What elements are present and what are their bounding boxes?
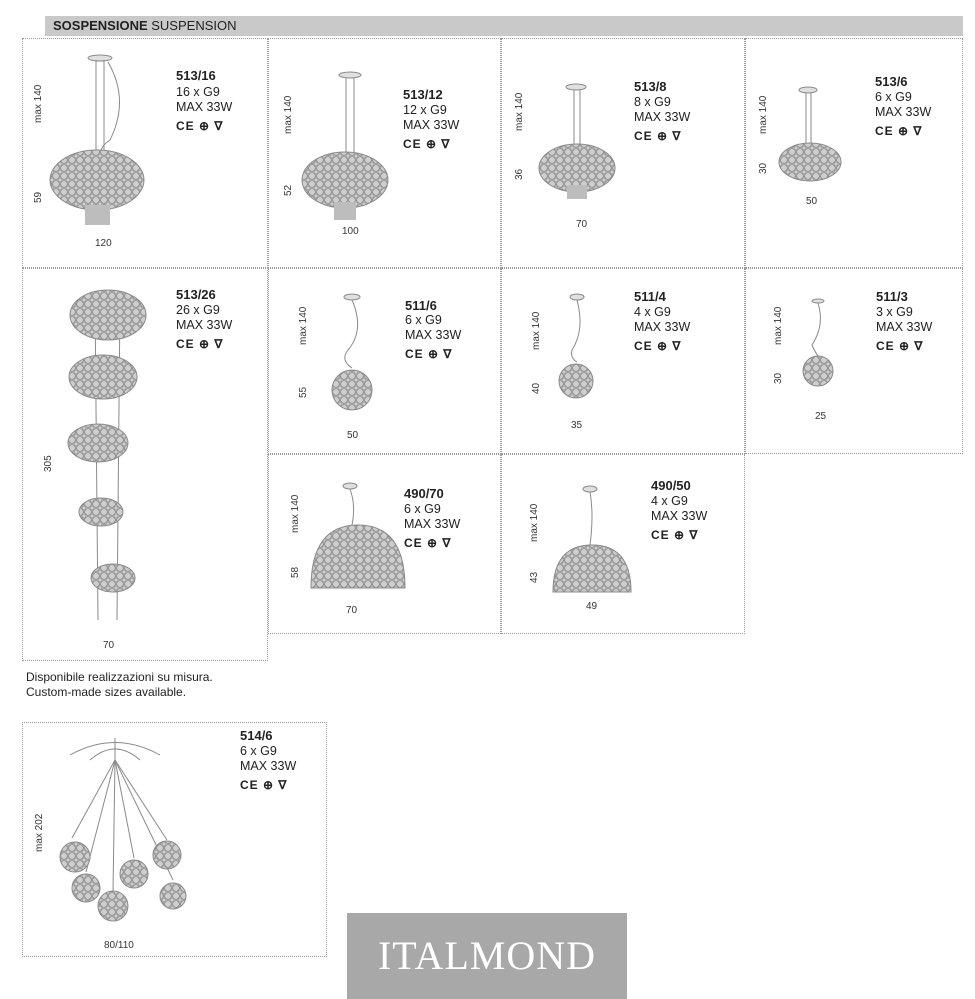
product-bulbs: 3 x G9 [876, 305, 913, 319]
width-dimension: 70 [576, 219, 588, 230]
product-code: 511/3 [876, 289, 908, 304]
max-height-dimension: max 140 [290, 494, 301, 533]
header-title-en: SUSPENSION [147, 18, 237, 33]
product-code: 514/6 [240, 728, 273, 743]
certification-icons: CE ⊕ ∇ [651, 528, 699, 542]
product-bulbs: 6 x G9 [875, 90, 912, 104]
width-dimension: 35 [571, 420, 583, 431]
certification-icons: CE ⊕ ∇ [404, 536, 452, 550]
certification-icons: CE ⊕ ∇ [240, 778, 288, 792]
product-bulbs: 26 x G9 [176, 303, 220, 317]
max-height-dimension: max 140 [33, 84, 44, 123]
product-power: MAX 33W [176, 100, 233, 114]
product-bulbs: 4 x G9 [651, 494, 688, 508]
certification-icons: CE ⊕ ∇ [176, 337, 224, 351]
product-code: 511/6 [405, 298, 437, 313]
product-power: MAX 33W [875, 105, 932, 119]
product-code: 513/6 [875, 74, 908, 89]
product-power: MAX 33W [634, 110, 691, 124]
product-power: MAX 33W [876, 320, 933, 334]
certification-icons: CE ⊕ ∇ [876, 339, 924, 353]
product-code: 511/4 [634, 289, 666, 304]
height-dimension: 43 [529, 571, 540, 583]
certification-icons: CE ⊕ ∇ [875, 124, 923, 138]
product-bulbs: 8 x G9 [634, 95, 671, 109]
product-bulbs: 4 x G9 [634, 305, 671, 319]
width-dimension: 49 [586, 601, 598, 612]
product-code: 490/50 [651, 478, 691, 493]
max-height-dimension: max 202 [34, 813, 45, 852]
product-bulbs: 6 x G9 [405, 313, 442, 327]
product-code: 513/12 [403, 87, 443, 102]
max-height-dimension: max 140 [514, 92, 525, 131]
product-power: MAX 33W [634, 320, 691, 334]
note-italian: Disponibile realizzazioni su misura. [26, 670, 213, 684]
product-code: 513/16 [176, 68, 216, 83]
custom-sizes-note [26, 670, 213, 700]
product-power: MAX 33W [403, 118, 460, 132]
brand-logo: ITALMOND [347, 913, 627, 999]
width-dimension: 120 [95, 238, 112, 249]
height-dimension: 55 [298, 386, 309, 398]
product-bulbs: 16 x G9 [176, 85, 220, 99]
header-title-it: SOSPENSIONE [53, 18, 148, 33]
width-dimension: 70 [346, 605, 358, 616]
product-power: MAX 33W [405, 328, 462, 342]
product-power: MAX 33W [651, 509, 708, 523]
max-height-dimension: max 140 [773, 306, 784, 345]
height-dimension: 58 [290, 566, 301, 578]
certification-icons: CE ⊕ ∇ [405, 347, 453, 361]
certification-icons: CE ⊕ ∇ [176, 119, 224, 133]
product-power: MAX 33W [176, 318, 233, 332]
height-dimension: 30 [773, 372, 784, 384]
certification-icons: CE ⊕ ∇ [403, 137, 451, 151]
max-height-dimension: max 140 [529, 503, 540, 542]
product-bulbs: 6 x G9 [240, 744, 277, 758]
max-height-dimension: max 140 [758, 95, 769, 134]
height-dimension: 59 [33, 191, 44, 203]
product-power: MAX 33W [240, 759, 297, 773]
max-height-dimension: max 140 [531, 311, 542, 350]
note-english: Custom-made sizes available. [26, 685, 187, 699]
certification-icons: CE ⊕ ∇ [634, 129, 682, 143]
product-code: 490/70 [404, 486, 444, 501]
product-bulbs: 12 x G9 [403, 103, 447, 117]
width-dimension: 25 [815, 411, 827, 422]
width-dimension: 80/110 [104, 940, 134, 951]
product-bulbs: 6 x G9 [404, 502, 441, 516]
height-dimension: 305 [43, 455, 54, 472]
height-dimension: 36 [514, 168, 525, 180]
width-dimension: 50 [347, 430, 359, 441]
height-dimension: 30 [758, 162, 769, 174]
product-code: 513/8 [634, 79, 667, 94]
height-dimension: 40 [531, 382, 542, 394]
max-height-dimension: max 140 [298, 306, 309, 345]
width-dimension: 50 [806, 196, 818, 207]
height-dimension: 52 [283, 184, 294, 196]
certification-icons: CE ⊕ ∇ [634, 339, 682, 353]
product-power: MAX 33W [404, 517, 461, 531]
max-height-dimension: max 140 [283, 95, 294, 134]
product-code: 513/26 [176, 287, 216, 302]
width-dimension: 70 [103, 640, 115, 651]
width-dimension: 100 [342, 226, 359, 237]
